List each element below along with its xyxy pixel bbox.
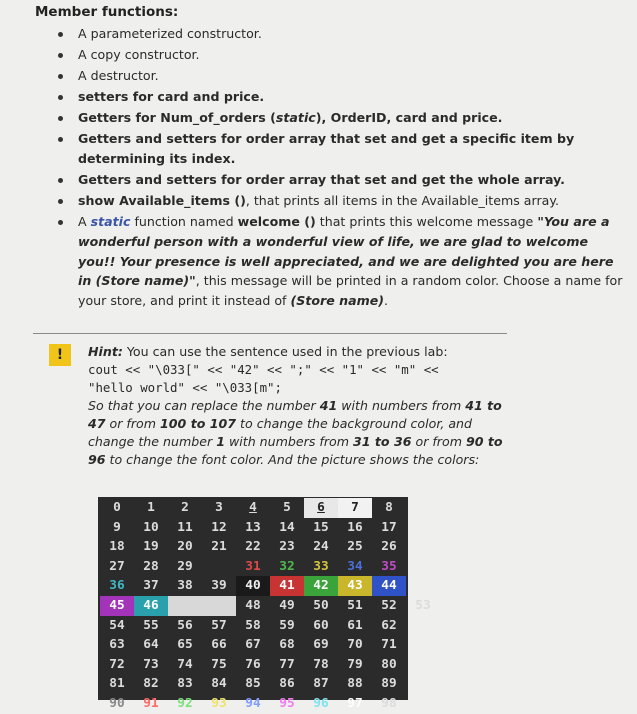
text-run: . bbox=[384, 292, 389, 308]
color-code-cell: 69 bbox=[313, 637, 329, 653]
color-code-cell: 73 bbox=[143, 656, 159, 672]
text-run: A destructor. bbox=[78, 68, 159, 84]
bullet-icon bbox=[58, 74, 63, 79]
color-code-cell: 42 bbox=[304, 576, 338, 596]
color-code-cell: 85 bbox=[245, 676, 261, 692]
color-code-cell: 58 bbox=[245, 617, 261, 633]
color-code-cell: 6 bbox=[304, 498, 338, 518]
color-code-cell: 56 bbox=[177, 617, 193, 633]
color-code-cell: 60 bbox=[313, 617, 329, 633]
text-run: Getters and setters for bbox=[78, 172, 246, 188]
color-code-cell: 8 bbox=[385, 500, 393, 515]
divider bbox=[33, 333, 507, 334]
color-code-cell: 70 bbox=[347, 637, 363, 653]
color-code-cell: 54 bbox=[109, 617, 125, 633]
hint-intro bbox=[88, 343, 518, 361]
color-code-cell: 75 bbox=[211, 656, 227, 672]
color-code-cell: 88 bbox=[347, 676, 363, 692]
color-code-cell: 97 bbox=[347, 696, 363, 711]
color-code-cell: 92 bbox=[177, 696, 193, 711]
text-run: A copy constructor. bbox=[78, 47, 200, 63]
text-run: order bbox=[245, 172, 285, 188]
color-code-cell: 66 bbox=[211, 637, 227, 653]
text-run: static bbox=[90, 214, 131, 230]
color-code-cell bbox=[202, 557, 236, 577]
color-code-cell: 9 bbox=[113, 519, 121, 535]
color-code-cell: 28 bbox=[143, 558, 159, 574]
color-code-cell: 94 bbox=[245, 696, 261, 711]
color-code-cell: 20 bbox=[177, 539, 193, 555]
bullet-icon bbox=[58, 53, 63, 58]
color-code-cell: 22 bbox=[245, 539, 261, 555]
text-run: , this message will be printed in a random color. Choose a name for your store, and print it instead of bbox=[78, 273, 623, 308]
list-item bbox=[0, 170, 637, 190]
color-code-cell: 90 bbox=[109, 696, 125, 711]
text-run: or from bbox=[105, 416, 161, 431]
bullet-icon bbox=[58, 95, 63, 100]
text-run: setters for card and price. bbox=[78, 89, 265, 105]
member-functions-list bbox=[0, 24, 637, 312]
color-code-cell: 41 bbox=[270, 576, 304, 596]
color-code-cell: 76 bbox=[245, 656, 261, 672]
list-item bbox=[0, 45, 637, 65]
color-code-cell: 61 bbox=[347, 617, 363, 633]
color-code-cell: 80 bbox=[381, 656, 397, 672]
color-code-cell: 53 bbox=[415, 598, 431, 613]
color-code-cell: 10 bbox=[143, 519, 159, 535]
text-run: show Available_items () bbox=[78, 193, 246, 209]
text-run: (Store name) bbox=[290, 292, 385, 308]
text-run: with numbers from bbox=[224, 434, 353, 449]
color-code-cell: 33 bbox=[313, 558, 329, 574]
text-run: 90 to 96 bbox=[88, 434, 503, 467]
color-code-cell: 71 bbox=[381, 637, 397, 653]
color-code-cell: 1 bbox=[147, 500, 155, 515]
color-code-cell: 43 bbox=[338, 576, 372, 596]
color-code-cell: 72 bbox=[109, 656, 125, 672]
color-code-cell: 49 bbox=[279, 598, 295, 613]
color-code-cell: 36 bbox=[109, 578, 125, 594]
color-code-cell: 62 bbox=[381, 617, 397, 633]
color-code-cell: 14 bbox=[279, 519, 295, 535]
color-code-cell: 68 bbox=[279, 637, 295, 653]
text-run: Getters for Num_of_orders ( bbox=[78, 110, 276, 126]
color-code-cell: 18 bbox=[109, 539, 125, 555]
text-run: Getters and setters for bbox=[78, 131, 246, 147]
color-code-cell: 25 bbox=[347, 539, 363, 555]
list-item bbox=[0, 191, 637, 211]
color-code-cell: 55 bbox=[143, 617, 159, 633]
warning-icon: ! bbox=[49, 344, 71, 366]
hint-intro-text: You can use the sentence used in the previous lab: bbox=[122, 344, 448, 359]
color-code-cell: 32 bbox=[279, 558, 295, 574]
color-code-cell: 50 bbox=[313, 598, 329, 613]
text-run: 41 to 47 bbox=[88, 398, 502, 431]
code-line-1: cout << "\033[" << "42" << ";" << "1" << "m" << bbox=[88, 362, 439, 377]
color-code-cell: 87 bbox=[313, 676, 329, 692]
color-code-cell: 78 bbox=[313, 656, 329, 672]
list-item bbox=[0, 212, 637, 310]
text-run: or from bbox=[411, 434, 466, 449]
text-run: to change the font color. And the picture shows the colors: bbox=[105, 452, 480, 467]
color-code-cell: 27 bbox=[109, 558, 125, 574]
color-code-cell: 95 bbox=[279, 696, 295, 711]
text-run: 31 to 36 bbox=[352, 434, 412, 449]
color-code-cell: 91 bbox=[143, 696, 159, 711]
list-item bbox=[0, 87, 637, 107]
list-item bbox=[0, 129, 637, 168]
color-code-cell bbox=[202, 596, 236, 616]
bullet-icon bbox=[58, 199, 63, 204]
color-code-cell: 82 bbox=[143, 676, 159, 692]
color-code-cell: 39 bbox=[211, 578, 227, 594]
color-code-cell: 77 bbox=[279, 656, 295, 672]
color-code-cell: 57 bbox=[211, 617, 227, 633]
color-code-cell: 5 bbox=[283, 500, 291, 515]
color-code-cell: 26 bbox=[381, 539, 397, 555]
color-code-cell: 24 bbox=[313, 539, 329, 555]
color-code-cell: 67 bbox=[245, 637, 261, 653]
text-run: "You are a wonderful person with a wonderful view of life, we are glad to welcome you!! Your presence is well appreciated, and we are delighted you are here in (Store name)" bbox=[78, 214, 614, 289]
color-code-cell: 59 bbox=[279, 617, 295, 633]
color-code-cell: 81 bbox=[109, 676, 125, 692]
text-run: to change the background color, and change the number bbox=[88, 416, 473, 449]
color-code-cell: 48 bbox=[245, 598, 261, 613]
section-title: Member functions: bbox=[35, 4, 179, 20]
color-code-cell: 21 bbox=[211, 539, 227, 555]
bullet-icon bbox=[58, 137, 63, 142]
color-code-cell: 96 bbox=[313, 696, 329, 711]
color-code-cell: 2 bbox=[181, 500, 189, 515]
color-code-cell: 23 bbox=[279, 539, 295, 555]
bullet-icon bbox=[58, 32, 63, 37]
code-line-2: "hello world" << "\033[m"; bbox=[88, 380, 282, 395]
color-code-cell: 93 bbox=[211, 696, 227, 711]
bullet-icon bbox=[58, 178, 63, 183]
color-code-cell: 3 bbox=[215, 500, 223, 515]
hint-body bbox=[88, 397, 518, 469]
color-code-cell: 4 bbox=[249, 500, 257, 515]
color-code-cell: 16 bbox=[347, 519, 363, 535]
bullet-icon bbox=[58, 220, 63, 225]
text-run: A bbox=[78, 214, 91, 230]
color-code-cell: 40 bbox=[236, 576, 270, 596]
color-code-cell: 79 bbox=[347, 656, 363, 672]
text-run: ), OrderID, card and price. bbox=[315, 110, 503, 126]
color-code-cell: 35 bbox=[381, 558, 397, 574]
hint-label: Hint: bbox=[88, 344, 123, 359]
color-code-cell: 52 bbox=[381, 598, 397, 613]
text-run: order bbox=[245, 131, 285, 147]
text-run: welcome () bbox=[237, 214, 316, 230]
color-code-cell: 13 bbox=[245, 519, 261, 535]
color-code-cell: 63 bbox=[109, 637, 125, 653]
list-item bbox=[0, 24, 637, 44]
text-run: array that set and get the whole array. bbox=[284, 172, 565, 188]
color-code-cell: 15 bbox=[313, 519, 329, 535]
color-code-cell: 17 bbox=[381, 519, 397, 535]
color-code-cell: 83 bbox=[177, 676, 193, 692]
text-run: function named bbox=[130, 214, 238, 230]
color-code-cell: 64 bbox=[143, 637, 159, 653]
list-item bbox=[0, 66, 637, 86]
color-code-cell: 34 bbox=[347, 558, 363, 574]
color-code-cell: 7 bbox=[338, 498, 372, 518]
color-code-cell: 46 bbox=[134, 596, 168, 616]
hint-block bbox=[88, 343, 518, 469]
color-code-cell bbox=[168, 596, 202, 616]
color-code-cell: 84 bbox=[211, 676, 227, 692]
text-run: with numbers from bbox=[337, 398, 466, 413]
color-code-cell: 29 bbox=[177, 558, 193, 574]
color-code-cell: 89 bbox=[381, 676, 397, 692]
color-code-cell: 12 bbox=[211, 519, 227, 535]
color-code-cell: 0 bbox=[113, 500, 121, 515]
text-run: that prints this welcome message bbox=[315, 214, 538, 230]
text-run: 41 bbox=[319, 398, 338, 413]
color-code-cell: 86 bbox=[279, 676, 295, 692]
color-code-cell: 98 bbox=[381, 696, 397, 711]
color-code-cell: 74 bbox=[177, 656, 193, 672]
color-code-cell: 31 bbox=[245, 558, 261, 574]
list-item bbox=[0, 108, 637, 128]
color-code-table bbox=[98, 497, 431, 711]
color-code-cell: 44 bbox=[372, 576, 406, 596]
color-code-cell: 19 bbox=[143, 539, 159, 555]
color-code-cell: 37 bbox=[143, 578, 159, 594]
text-run: So that you can replace the number bbox=[88, 398, 320, 413]
text-run: 100 to 107 bbox=[160, 416, 237, 431]
text-run: A parameterized constructor. bbox=[78, 26, 262, 41]
color-code-cell: 38 bbox=[177, 578, 193, 594]
text-run: 1 bbox=[216, 434, 225, 449]
color-code-cell: 65 bbox=[177, 637, 193, 653]
color-code-cell: 11 bbox=[177, 519, 193, 535]
text-run: array that set and get a specific item by determining its index. bbox=[78, 131, 575, 167]
bullet-icon bbox=[58, 116, 63, 121]
color-code-cell: 45 bbox=[100, 596, 134, 616]
text-run: static bbox=[275, 110, 316, 126]
color-code-cell: 51 bbox=[347, 598, 363, 613]
text-run: , that prints all items in the Available_items array. bbox=[245, 193, 560, 209]
